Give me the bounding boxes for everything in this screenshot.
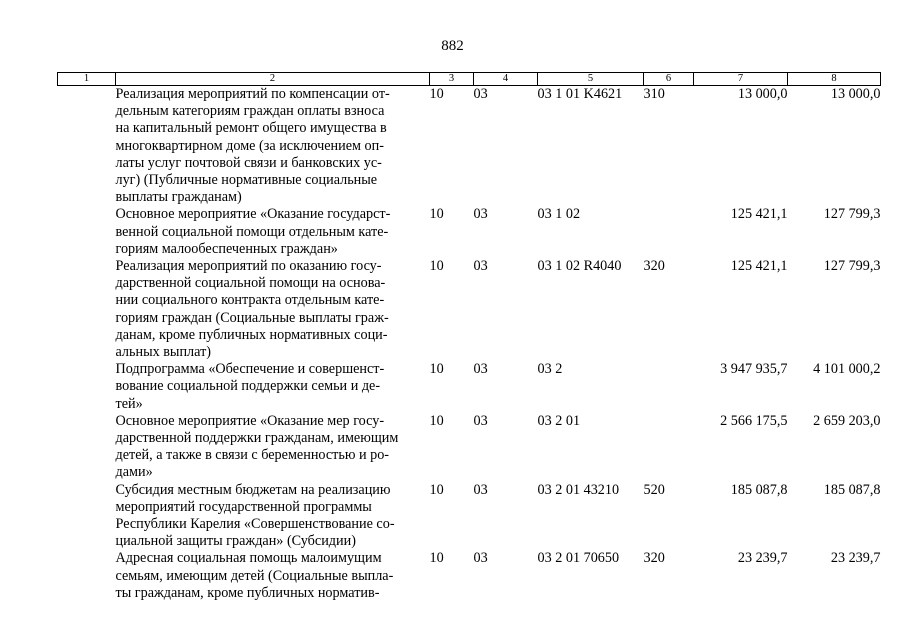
cell-amount-year-2: 23 239,7	[830, 550, 881, 567]
cell-amount-year-1: 185 087,8	[730, 481, 788, 498]
cell-subsection: 03	[473, 550, 488, 567]
cell-amount-year-2: 185 087,8	[823, 481, 881, 498]
column-number-row	[58, 73, 881, 86]
name-line: гориям граждан (Социальные выплаты граж-	[115, 309, 389, 326]
column-number-6: 6	[644, 73, 694, 86]
cell-amount-year-1: 2 566 175,5	[720, 412, 788, 429]
cell-section: 10	[429, 550, 444, 567]
cell-amount-year-2: 127 799,3	[823, 258, 881, 275]
cell-amount-year-2: 13 000,0	[830, 86, 881, 102]
cell-index	[58, 206, 116, 258]
cell-section: 10	[429, 86, 444, 102]
cell-name	[116, 206, 430, 258]
name-line: Субсидия местным бюджетам на реализацию	[115, 481, 391, 498]
name-line: дарственной социальной помощи на основа-	[115, 275, 386, 292]
cell-index	[58, 361, 116, 413]
name-line: нии социального контракта отдельным кате-	[115, 292, 385, 309]
table-row	[58, 361, 881, 413]
name-line: данам, кроме публичных нормативных соци-	[115, 326, 388, 343]
name-line: выплаты гражданам)	[115, 189, 242, 206]
column-number-2: 2	[116, 73, 430, 86]
name-line: Адресная социальная помощь малоимущим	[115, 550, 382, 567]
name-line: латы услуг почтовой связи и банковских ус-	[115, 154, 382, 171]
name-line: луг) (Публичные нормативные социальные	[115, 172, 378, 189]
name-line: альных выплат)	[115, 344, 211, 361]
cell-target-article: 03 2 01 43210	[537, 481, 620, 498]
cell-amount-year-1: 125 421,1	[730, 258, 788, 275]
cell-index	[58, 482, 116, 551]
cell-expense-type	[644, 361, 694, 413]
cell-subsection: 03	[473, 86, 488, 102]
cell-section: 10	[429, 258, 444, 275]
name-line: Основное мероприятие «Оказание государст-	[115, 206, 391, 223]
name-line: на капитальный ремонт общего имущества в	[115, 120, 387, 137]
cell-amount-year-2: 4 101 000,2	[813, 361, 881, 378]
name-line: Реализация мероприятий по оказанию госу-	[115, 258, 382, 275]
column-number-1: 1	[58, 73, 116, 86]
cell-expense-type: 320	[643, 258, 665, 275]
table-row	[58, 86, 881, 207]
column-number-8: 8	[788, 73, 881, 86]
cell-name	[116, 550, 430, 602]
name-line: дами»	[115, 464, 153, 481]
table-body	[58, 86, 881, 603]
name-line: дельным категориям граждан оплаты взноса	[115, 103, 385, 120]
cell-amount-year-1: 23 239,7	[737, 550, 788, 567]
column-number-3: 3	[430, 73, 474, 86]
table-row	[58, 206, 881, 258]
name-line: Основное мероприятие «Оказание мер госу-	[115, 412, 385, 429]
cell-section: 10	[429, 206, 444, 223]
cell-target-article: 03 2	[537, 361, 563, 378]
cell-name	[116, 86, 430, 207]
cell-index	[58, 258, 116, 361]
table-row	[58, 413, 881, 482]
cell-amount-year-1: 13 000,0	[737, 86, 788, 102]
cell-subsection: 03	[473, 481, 488, 498]
column-number-7: 7	[694, 73, 788, 86]
cell-amount-year-1: 3 947 935,7	[720, 361, 788, 378]
name-line: Подпрограмма «Обеспечение и совершенст-	[115, 361, 385, 378]
cell-index	[58, 86, 116, 207]
cell-subsection: 03	[473, 258, 488, 275]
cell-expense-type: 310	[643, 86, 665, 102]
column-number-5: 5	[538, 73, 644, 86]
budget-table	[57, 72, 881, 602]
cell-subsection: 03	[473, 206, 488, 223]
cell-target-article: 03 1 02	[537, 206, 581, 223]
cell-section: 10	[429, 412, 444, 429]
cell-expense-type	[644, 413, 694, 482]
cell-name	[116, 258, 430, 361]
cell-target-article: 03 2 01 70650	[537, 550, 620, 567]
name-line: гориям малообеспеченных граждан»	[115, 240, 338, 257]
cell-amount-year-2: 127 799,3	[823, 206, 881, 223]
name-line: семьям, имеющим детей (Социальные выпла-	[115, 567, 394, 584]
table-row	[58, 482, 881, 551]
cell-expense-type: 520	[643, 481, 665, 498]
cell-section: 10	[429, 481, 444, 498]
cell-amount-year-2: 2 659 203,0	[813, 412, 881, 429]
cell-amount-year-1: 125 421,1	[730, 206, 788, 223]
table-row	[58, 258, 881, 361]
cell-subsection: 03	[473, 361, 488, 378]
cell-index	[58, 550, 116, 602]
name-line: ты гражданам, кроме публичных норматив-	[115, 584, 380, 601]
name-line: мероприятий государственной программы	[115, 498, 372, 515]
cell-target-article: 03 2 01	[537, 412, 581, 429]
cell-target-article: 03 1 02 R4040	[537, 258, 622, 275]
name-line: циальной защиты граждан» (Субсидии)	[115, 533, 356, 550]
cell-expense-type	[644, 206, 694, 258]
name-line: венной социальной помощи отдельным кате-	[115, 223, 389, 240]
cell-name	[116, 413, 430, 482]
name-line: вование социальной поддержки семьи и де-	[115, 378, 381, 395]
name-line: многоквартирном доме (за исключением оп-	[115, 137, 384, 154]
name-line: тей»	[115, 395, 143, 412]
cell-target-article: 03 1 01 K4621	[537, 86, 623, 102]
name-line: детей, а также в связи с беременностью и ро-	[115, 447, 390, 464]
name-line: Реализация мероприятий по компенсации от-	[115, 86, 390, 102]
name-line: Республики Карелия «Совершенствование со-	[115, 516, 395, 533]
cell-name	[116, 482, 430, 551]
cell-subsection: 03	[473, 412, 488, 429]
cell-section: 10	[429, 361, 444, 378]
cell-name	[116, 361, 430, 413]
page-number: 882	[441, 38, 464, 54]
column-number-4: 4	[474, 73, 538, 86]
table-row	[58, 550, 881, 602]
cell-index	[58, 413, 116, 482]
name-line: дарственной поддержки гражданам, имеющим	[115, 430, 399, 447]
cell-expense-type: 320	[643, 550, 665, 567]
